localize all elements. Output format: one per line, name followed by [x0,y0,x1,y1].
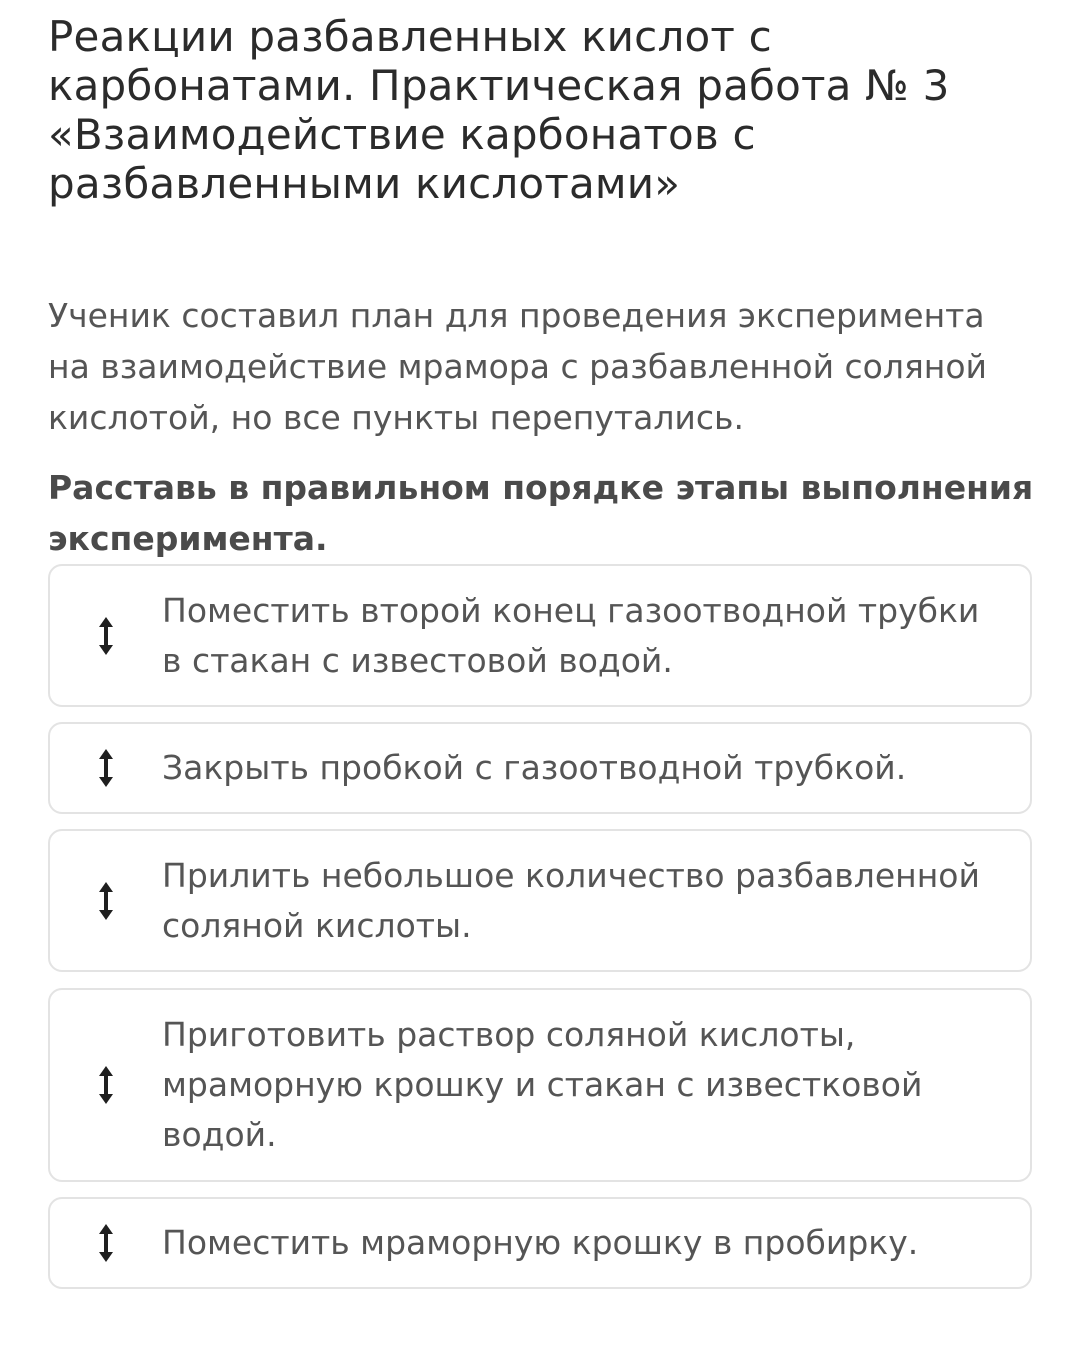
vertical-arrows-icon [97,881,115,921]
sortable-item-label: Поместить мраморную крошку в пробирку. [162,1223,919,1262]
sortable-item[interactable] [48,722,1032,814]
drag-handle-icon[interactable] [50,616,162,656]
drag-handle-icon[interactable] [50,881,162,921]
sortable-item-label: Приготовить раствор соляной кислоты, мраморную крошку и стакан с известковой водой. [162,1015,923,1154]
vertical-arrows-icon [97,748,115,788]
sortable-item[interactable] [48,829,1032,972]
sortable-item-label: Прилить небольшое количество разбавленной соляной кислоты. [162,855,980,945]
sortable-item-label: Поместить второй конец газоотводной трубки в стакан с известовой водой. [162,590,980,680]
vertical-arrows-icon [97,616,115,656]
sortable-item-label: Закрыть пробкой с газоотводной трубкой. [162,748,907,787]
drag-handle-icon[interactable] [50,1223,162,1263]
task-page [48,0,1034,1262]
task-instruction: Расставь в правильном порядке этапы выполнения эксперимента. [48,468,1034,558]
sortable-item[interactable] [48,988,1032,1182]
sortable-item[interactable] [48,564,1032,707]
page-title: Реакции разбавленных кислот с карбонатами. Практическая работа № 3 «Взаимодействие карбонатов с разбавленными кислотами» [48,12,950,208]
drag-handle-icon[interactable] [50,1065,162,1105]
sortable-item[interactable] [48,1197,1032,1289]
vertical-arrows-icon [97,1065,115,1105]
task-description: Ученик составил план для проведения эксперимента на взаимодействие мрамора с разбавленной соляной кислотой, но все пункты перепутались. [48,296,988,437]
vertical-arrows-icon [97,1223,115,1263]
drag-handle-icon[interactable] [50,748,162,788]
